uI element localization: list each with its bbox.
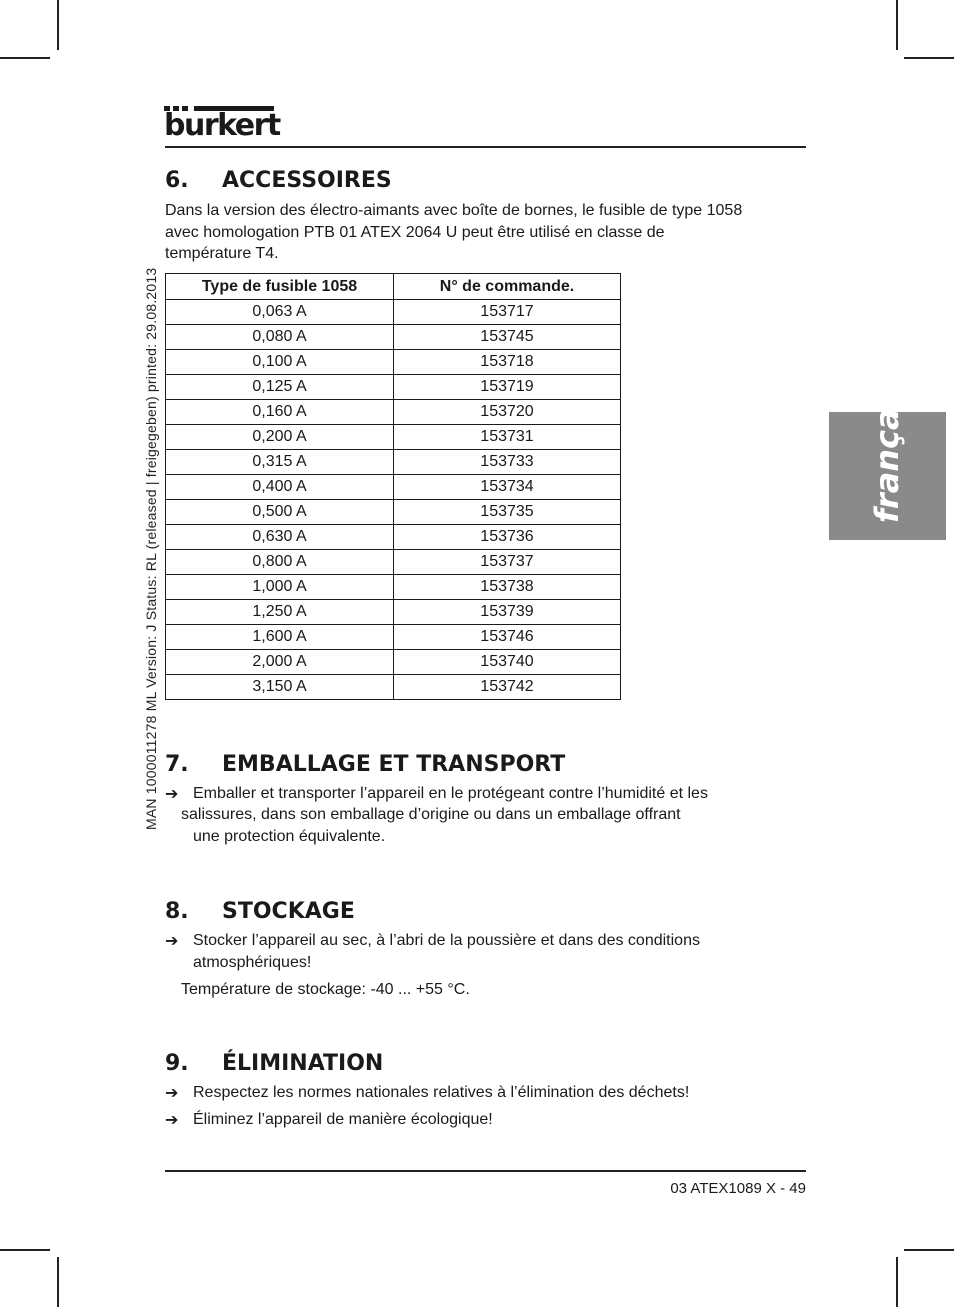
order-number-cell: 153719 xyxy=(394,375,621,400)
table-row xyxy=(166,350,621,375)
right-arrow-icon: ➔ xyxy=(165,931,179,950)
crop-mark xyxy=(896,0,898,50)
right-arrow-icon: ➔ xyxy=(165,784,179,803)
bullet-line: salissures, dans son emballage d’origine ou dans un emballage offrant xyxy=(181,806,681,823)
bullet-line: Stocker l’appareil au sec, à l’abri de la poussière et dans des conditions xyxy=(193,932,700,949)
paragraph-line: avec homologation PTB 01 ATEX 2064 U peut être utilisé en classe de xyxy=(165,223,665,241)
fuse-type-cell: 1,600 A xyxy=(166,625,394,650)
order-number-cell: 153745 xyxy=(394,325,621,350)
order-number-cell: 153733 xyxy=(394,450,621,475)
fuse-type-cell: 0,160 A xyxy=(166,400,394,425)
crop-mark xyxy=(904,1249,954,1251)
section-heading-elimination xyxy=(165,1051,383,1076)
fuse-type-cell: 0,630 A xyxy=(166,525,394,550)
fuse-type-cell: 0,315 A xyxy=(166,450,394,475)
column-header-order-number: N° de commande. xyxy=(394,274,621,300)
fuse-type-cell: 0,500 A xyxy=(166,500,394,525)
table-row xyxy=(166,325,621,350)
table-row xyxy=(166,575,621,600)
accessoires-paragraph xyxy=(165,200,742,265)
logo-text: burkert xyxy=(164,108,280,143)
table-row xyxy=(166,625,621,650)
fuse-type-cell: 0,800 A xyxy=(166,550,394,575)
table-row xyxy=(166,300,621,325)
burkert-logo xyxy=(164,106,280,143)
header-rule xyxy=(165,146,806,148)
crop-mark xyxy=(904,57,954,59)
fuse-table xyxy=(165,273,621,700)
bullet-line: une protection équivalente. xyxy=(193,828,386,845)
section-title: STOCKAGE xyxy=(222,899,355,924)
crop-mark xyxy=(896,1257,898,1307)
order-number-cell: 153718 xyxy=(394,350,621,375)
crop-mark xyxy=(0,1249,50,1251)
fuse-type-cell: 1,250 A xyxy=(166,600,394,625)
paragraph-line: Dans la version des électro-aimants avec boîte de bornes, le fusible de type 1058 xyxy=(165,202,743,219)
fuse-type-cell: 0,200 A xyxy=(166,425,394,450)
section-number: 6. xyxy=(165,168,189,193)
order-number-cell: 153717 xyxy=(394,300,621,325)
column-header-fuse-type: Type de fusible 1058 xyxy=(166,274,394,300)
section-number: 9. xyxy=(165,1051,189,1076)
order-number-cell: 153739 xyxy=(394,600,621,625)
order-number-cell: 153737 xyxy=(394,550,621,575)
order-number-cell: 153736 xyxy=(394,525,621,550)
fuse-type-cell: 1,000 A xyxy=(166,575,394,600)
order-number-cell: 153720 xyxy=(394,400,621,425)
fuse-type-cell: 0,100 A xyxy=(166,350,394,375)
table-row xyxy=(166,375,621,400)
section-title: ACCESSOIRES xyxy=(222,168,392,193)
section-title: ÉLIMINATION xyxy=(222,1051,384,1076)
fuse-type-cell: 0,080 A xyxy=(166,325,394,350)
fuse-type-cell: 2,000 A xyxy=(166,650,394,675)
table-row xyxy=(166,675,621,700)
crop-mark xyxy=(57,1257,59,1307)
table-row xyxy=(166,550,621,575)
crop-mark xyxy=(0,57,50,59)
order-number-cell: 153734 xyxy=(394,475,621,500)
section-number: 8. xyxy=(165,899,189,924)
table-row xyxy=(166,450,621,475)
document-status-text: MAN 1000011278 ML Version: J Status: RL (released | freigegeben) printed: 29.08.2013 xyxy=(143,267,159,830)
section-heading-stockage xyxy=(165,899,355,924)
right-arrow-icon: ➔ xyxy=(165,1083,179,1102)
table-row xyxy=(166,600,621,625)
right-arrow-icon: ➔ xyxy=(165,1110,179,1129)
storage-temperature-note: Température de stockage: -40 ... +55 °C. xyxy=(181,981,470,998)
table-row xyxy=(166,525,621,550)
order-number-cell: 153738 xyxy=(394,575,621,600)
language-tab xyxy=(829,378,946,540)
order-number-cell: 153746 xyxy=(394,625,621,650)
table-header-row xyxy=(166,274,621,300)
language-tab-label: français xyxy=(868,378,906,523)
crop-mark xyxy=(57,0,59,50)
fuse-type-cell: 3,150 A xyxy=(166,675,394,700)
section-heading-accessoires xyxy=(165,168,392,193)
section-title: EMBALLAGE ET TRANSPORT xyxy=(222,752,566,777)
fuse-type-cell: 0,400 A xyxy=(166,475,394,500)
table-row xyxy=(166,400,621,425)
section-number: 7. xyxy=(165,752,189,777)
fuse-type-cell: 0,125 A xyxy=(166,375,394,400)
order-number-cell: 153735 xyxy=(394,500,621,525)
order-number-cell: 153731 xyxy=(394,425,621,450)
order-number-cell: 153742 xyxy=(394,675,621,700)
fuse-type-cell: 0,063 A xyxy=(166,300,394,325)
section-heading-emballage xyxy=(165,752,565,777)
order-number-cell: 153740 xyxy=(394,650,621,675)
footer-rule xyxy=(165,1170,806,1172)
footer-page-info: 03 ATEX1089 X - 49 xyxy=(670,1180,806,1197)
bullet-line: Emballer et transporter l’appareil en le protégeant contre l’humidité et les xyxy=(193,785,708,802)
table-row xyxy=(166,650,621,675)
bullet-line: Respectez les normes nationales relatives à l’élimination des déchets! xyxy=(193,1084,690,1101)
bullet-line: Éliminez l’appareil de manière écologique! xyxy=(193,1111,493,1128)
table-row xyxy=(166,475,621,500)
table-row xyxy=(166,425,621,450)
table-row xyxy=(166,500,621,525)
paragraph-line: température T4. xyxy=(165,245,279,262)
bullet-line: atmosphériques! xyxy=(193,954,312,971)
